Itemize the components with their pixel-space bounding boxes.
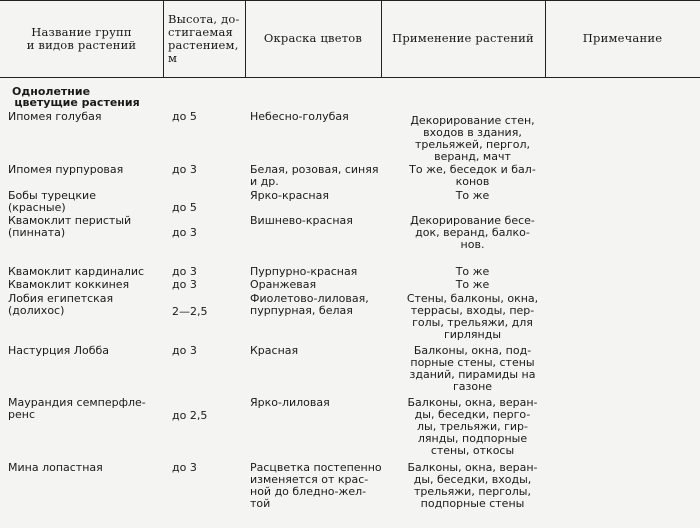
row-height: до 3 (172, 461, 197, 474)
header-col-height (168, 0, 245, 77)
row-height: до 3 (172, 344, 197, 357)
row-color: Пурпурно-красная (250, 265, 358, 278)
row-use: То же (455, 278, 490, 291)
header-col-note (545, 0, 700, 77)
row-name: Бобы турецкие (красные) (8, 189, 96, 214)
header-col-note-text: Примечание (582, 31, 663, 45)
row-color: Ярко-лиловая (250, 396, 330, 409)
row-use: Стены, балконы, окна, террасы, входы, пер- голы, трельяжи, для гирлянды (406, 292, 539, 341)
row-use: Балконы, окна, веран- ды, беседки, входы, трельяжи, перголы, подпорные стены (407, 461, 538, 510)
row-use: То же, беседок и бал- конов (409, 163, 536, 188)
header-bottom-rule (0, 77, 700, 78)
row-name: Мина лопастная (8, 461, 103, 474)
group-title: Однолетние цветущие растения (12, 85, 140, 109)
row-use: Балконы, окна, под- порные стены, стены зданий, пирамиды на газоне (409, 344, 536, 393)
header-col-color-text: Окраска цветов (263, 31, 363, 45)
header-divider-1 (163, 0, 164, 77)
row-use: Декорирование стен, входов в здания, трельяжей, пергол, веранд, мачт (410, 114, 535, 163)
row-use: То же (455, 189, 490, 202)
row-name: Квамоклит перистый (пинната) (8, 214, 132, 239)
row-color: Небесно-голубая (250, 110, 349, 123)
row-color: Вишнево-красная (250, 214, 353, 227)
row-use: То же (455, 265, 490, 278)
header-col-height-text: Высота, до- стигаемая растением, м (168, 11, 240, 65)
row-name: Ипомея пурпуровая (8, 163, 124, 176)
row-name: Настурция Лобба (8, 344, 110, 357)
row-height: до 5 (172, 201, 197, 214)
row-color: Белая, розовая, синяя и др. (250, 163, 379, 188)
row-name: Лобия египетская (долихос) (8, 292, 114, 317)
row-color: Красная (250, 344, 299, 357)
row-color: Оранжевая (250, 278, 317, 291)
row-use: Декорирование бесе- док, веранд, балко- нов. (410, 214, 535, 251)
row-height: 2—2,5 (172, 305, 208, 318)
row-height: до 3 (172, 278, 197, 291)
header-col-use (381, 0, 545, 77)
row-color: Фиолетово-лиловая, пурпурная, белая (250, 292, 369, 317)
row-height: до 3 (172, 163, 197, 176)
row-color: Ярко-красная (250, 189, 329, 202)
row-name: Квамоклит кардиналис (8, 265, 145, 278)
row-use: Балконы, окна, веран- ды, беседки, пергo- лы, трельяжи, гир- лянды, подпорные стены, откосы (407, 396, 538, 457)
row-color: Расцветка постепенно изменяется от крас- ной до бледно-жел- той (250, 461, 382, 510)
row-name: Квамоклит коккинея (8, 278, 130, 291)
row-height: до 2,5 (172, 409, 208, 422)
row-name: Ипомея голубая (8, 110, 102, 123)
row-height: до 3 (172, 265, 197, 278)
row-name: Маурандия семперфле- ренс (8, 396, 146, 421)
row-height: до 3 (172, 226, 197, 239)
header-col-name (0, 0, 163, 77)
header-col-name-text: Название групп и видов растений (26, 24, 137, 52)
row-height: до 5 (172, 110, 197, 123)
header-col-color (245, 0, 381, 77)
header-col-use-text: Применение растений (392, 31, 534, 45)
